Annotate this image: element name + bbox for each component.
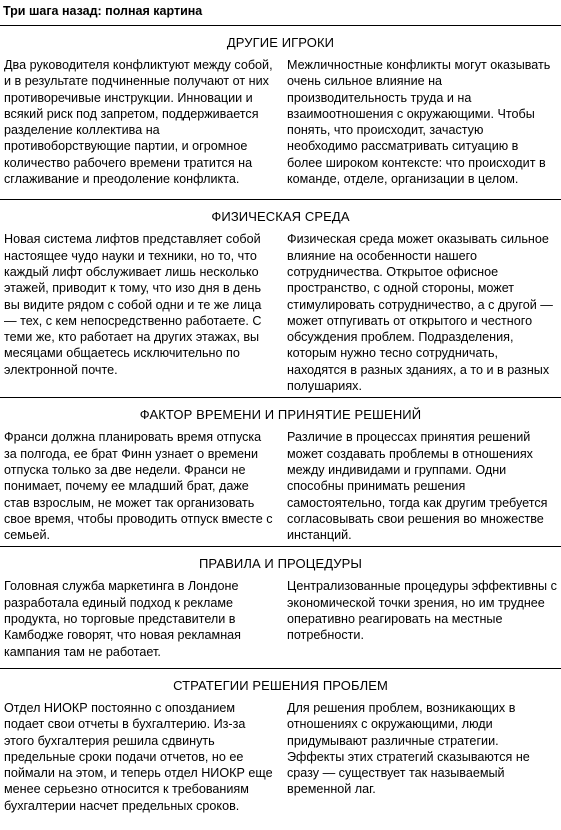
explanation-column [281, 429, 561, 543]
example-column [0, 578, 281, 659]
section-time-decisions [0, 397, 561, 543]
example-text: Франси должна планировать время отпуска за полгода, ее брат Финн узнает о времени отпуска только за две недели. Франси не понимает, почему ее младший брат, даже став взрослым, не может так организовать свое время, чтобы проводить отпуск вместе с семьей. [4, 430, 273, 543]
example-text: Новая система лифтов представляет собой настоящее чудо науки и техники, но то, что каждый лифт обслуживает лишь несколько этажей, приводит к тому, что изо дня в день вы видите рядом с собой одни и те же лица — тех, с кем непосредственно работаете. С теми же, кто работает на других этажах, вы месяцами общаетесь исключительно по электронной почте. [4, 232, 262, 377]
section-other-players [0, 26, 561, 187]
example-text: Два руководителя конфликтуют между собой, и в результате подчиненные получают от них противоречивые инструкции. Инновации и всякий риск под запретом, поддерживается разделение коллектива на противоборствующие партии, и огромное количество рабочего времени тратится на сглаживание и преодоление конфликта. [4, 58, 273, 187]
section-columns [0, 429, 561, 543]
section-physical-environment [0, 199, 561, 394]
explanation-column [281, 57, 561, 187]
explanation-text: Физическая среда может оказывать сильное влияние на особенности нашего сотрудничества. Открытое офисное пространство, с одной стороны, может стимулировать сотрудничество, а с другой — может отпугивать от открытого и честного обсуждения проблем. Подразделения, которым нужно тесно сотрудничать, находятся в разных зданиях, а то и в разных полушариях. [287, 232, 553, 394]
example-column [0, 429, 281, 543]
section-columns [0, 57, 561, 187]
section-heading: ПРАВИЛА И ПРОЦЕДУРЫ [198, 556, 363, 572]
example-column [0, 231, 281, 394]
explanation-column [281, 578, 561, 659]
explanation-column [281, 700, 561, 814]
example-text: Отдел НИОКР постоянно с опозданием подает свои отчеты в бухгалтерию. Из-за этого бухгалтерия решила сдвинуть предельные сроки подачи отчетов, но ее поймали на этом, и теперь отдел НИОКР еще менее серьезно относится к требованиям бухгалтерии насчет предельных сроков. [4, 700, 273, 813]
section-heading: СТРАТЕГИИ РЕШЕНИЯ ПРОБЛЕМ [173, 677, 388, 693]
section-rules-procedures [0, 546, 561, 659]
section-columns [0, 700, 561, 814]
section-heading: ФАКТОР ВРЕМЕНИ И ПРИНЯТИЕ РЕШЕНИЙ [139, 407, 422, 423]
explanation-text: Для решения проблем, возникающих в отношениях с окружающими, люди придумывают различные стратегии. Эффекты этих стратегий сказываются не сразу — существует так называемый временной лаг. [287, 700, 530, 797]
section-problem-solving [0, 668, 561, 814]
explanation-column [281, 231, 561, 394]
example-text: Головная служба маркетинга в Лондоне разработала единый подход к рекламе продукта, но торговые представители в Камбодже говорят, что новая рекламная кампания там не работает. [4, 579, 241, 659]
example-column [0, 700, 281, 814]
explanation-text: Различие в процессах принятия решений может создавать проблемы в отношениях между индивидами и группами. Одни способны принимать решения самостоятельно, тогда как другим требуется согласовывать свои решения во множестве инстанций. [287, 430, 548, 543]
section-heading: ФИЗИЧЕСКАЯ СРЕДА [211, 209, 350, 225]
section-heading: ДРУГИЕ ИГРОКИ [226, 35, 335, 50]
explanation-text: Централизованные процедуры эффективны с экономической точки зрения, но им труднее оперативно реагировать на местные потребности. [287, 579, 557, 643]
explanation-text: Межличностные конфликты могут оказывать очень сильное влияние на производительность труда и на взаимоотношения с окружающими. Чтобы понять, что происходит, зачастую необходимо рассматривать ситуацию в более широком контексте: что происходит в команде, отделе, организации в целом. [287, 58, 551, 187]
section-columns [0, 578, 561, 659]
example-column [0, 57, 281, 187]
document-title: Три шага назад: полная картина [0, 0, 561, 26]
section-columns [0, 231, 561, 394]
